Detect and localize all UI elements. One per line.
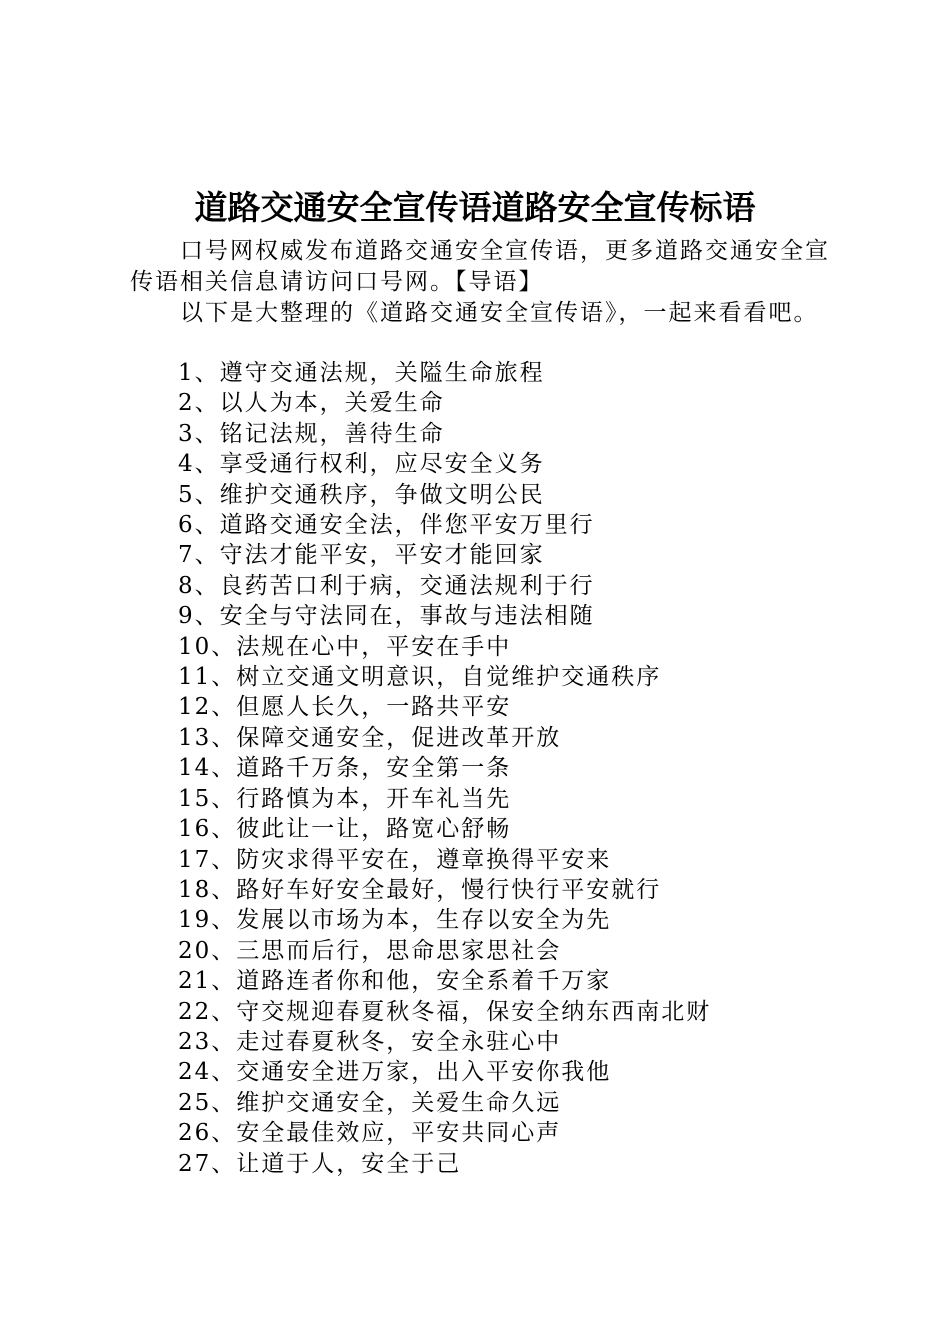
- intro-paragraph: 口号网权威发布道路交通安全宣传语，更多道路交通安全宣传语相关信息请访问口号网。【导语】: [130, 238, 830, 295]
- list-item: 23、走过春夏秋冬，安全永驻心中: [178, 1028, 562, 1055]
- list-item: 5、维护交通秩序，争做文明公民: [178, 481, 545, 508]
- list-item: 2、以人为本，关爱生命: [178, 390, 445, 417]
- list-item: 24、交通安全进万家，出入平安你我他: [178, 1059, 612, 1086]
- slogan-list: [178, 358, 711, 1179]
- list-item: 10、法规在心中，平安在手中: [178, 633, 512, 660]
- list-item: 1、遵守交通法规，关隘生命旅程: [178, 360, 545, 386]
- list-item: 22、守交规迎春夏秋冬福，保安全纳东西南北财: [178, 998, 712, 1025]
- list-item: 21、道路连者你和他，安全系着千万家: [178, 968, 612, 995]
- list-item: 14、道路千万条，安全第一条: [178, 755, 512, 782]
- list-item: 26、安全最佳效应，平安共同心声: [178, 1120, 562, 1147]
- list-item: 17、防灾求得平安在，遵章换得平安来: [178, 846, 612, 873]
- list-item: 27、让道于人，安全于己: [178, 1150, 462, 1177]
- list-item: 16、彼此让一让，路宽心舒畅: [178, 816, 512, 843]
- list-item: 13、保障交通安全，促进改革开放: [178, 724, 562, 751]
- list-item: 15、行路慎为本，开车礼当先: [178, 785, 512, 812]
- list-item: 20、三思而后行，思命思家思社会: [178, 937, 562, 964]
- list-item: 8、良药苦口利于病，交通法规利于行: [178, 572, 595, 599]
- document-title: 道路交通安全宣传语道路安全宣传标语: [194, 188, 756, 227]
- list-item: 12、但愿人长久，一路共平安: [178, 694, 512, 721]
- list-item: 3、铭记法规，善待生命: [178, 420, 445, 447]
- list-item: 19、发展以市场为本，生存以安全为先: [178, 907, 612, 934]
- list-item: 4、享受通行权利，应尽安全义务: [178, 451, 545, 478]
- list-item: 11、树立交通文明意识，自觉维护交通秩序: [178, 664, 662, 691]
- list-item: 25、维护交通安全，关爱生命久远: [178, 1089, 562, 1116]
- intro-paragraph: 以下是大整理的《道路交通安全宣传语》，一起来看看吧。: [180, 300, 819, 326]
- list-item: 7、守法才能平安，平安才能回家: [178, 542, 545, 569]
- list-item: 18、路好车好安全最好，慢行快行平安就行: [178, 876, 662, 903]
- list-item: 6、道路交通安全法，伴您平安万里行: [178, 512, 595, 539]
- intro-section: [130, 236, 850, 329]
- list-item: 9、安全与守法同在，事故与违法相随: [178, 603, 595, 630]
